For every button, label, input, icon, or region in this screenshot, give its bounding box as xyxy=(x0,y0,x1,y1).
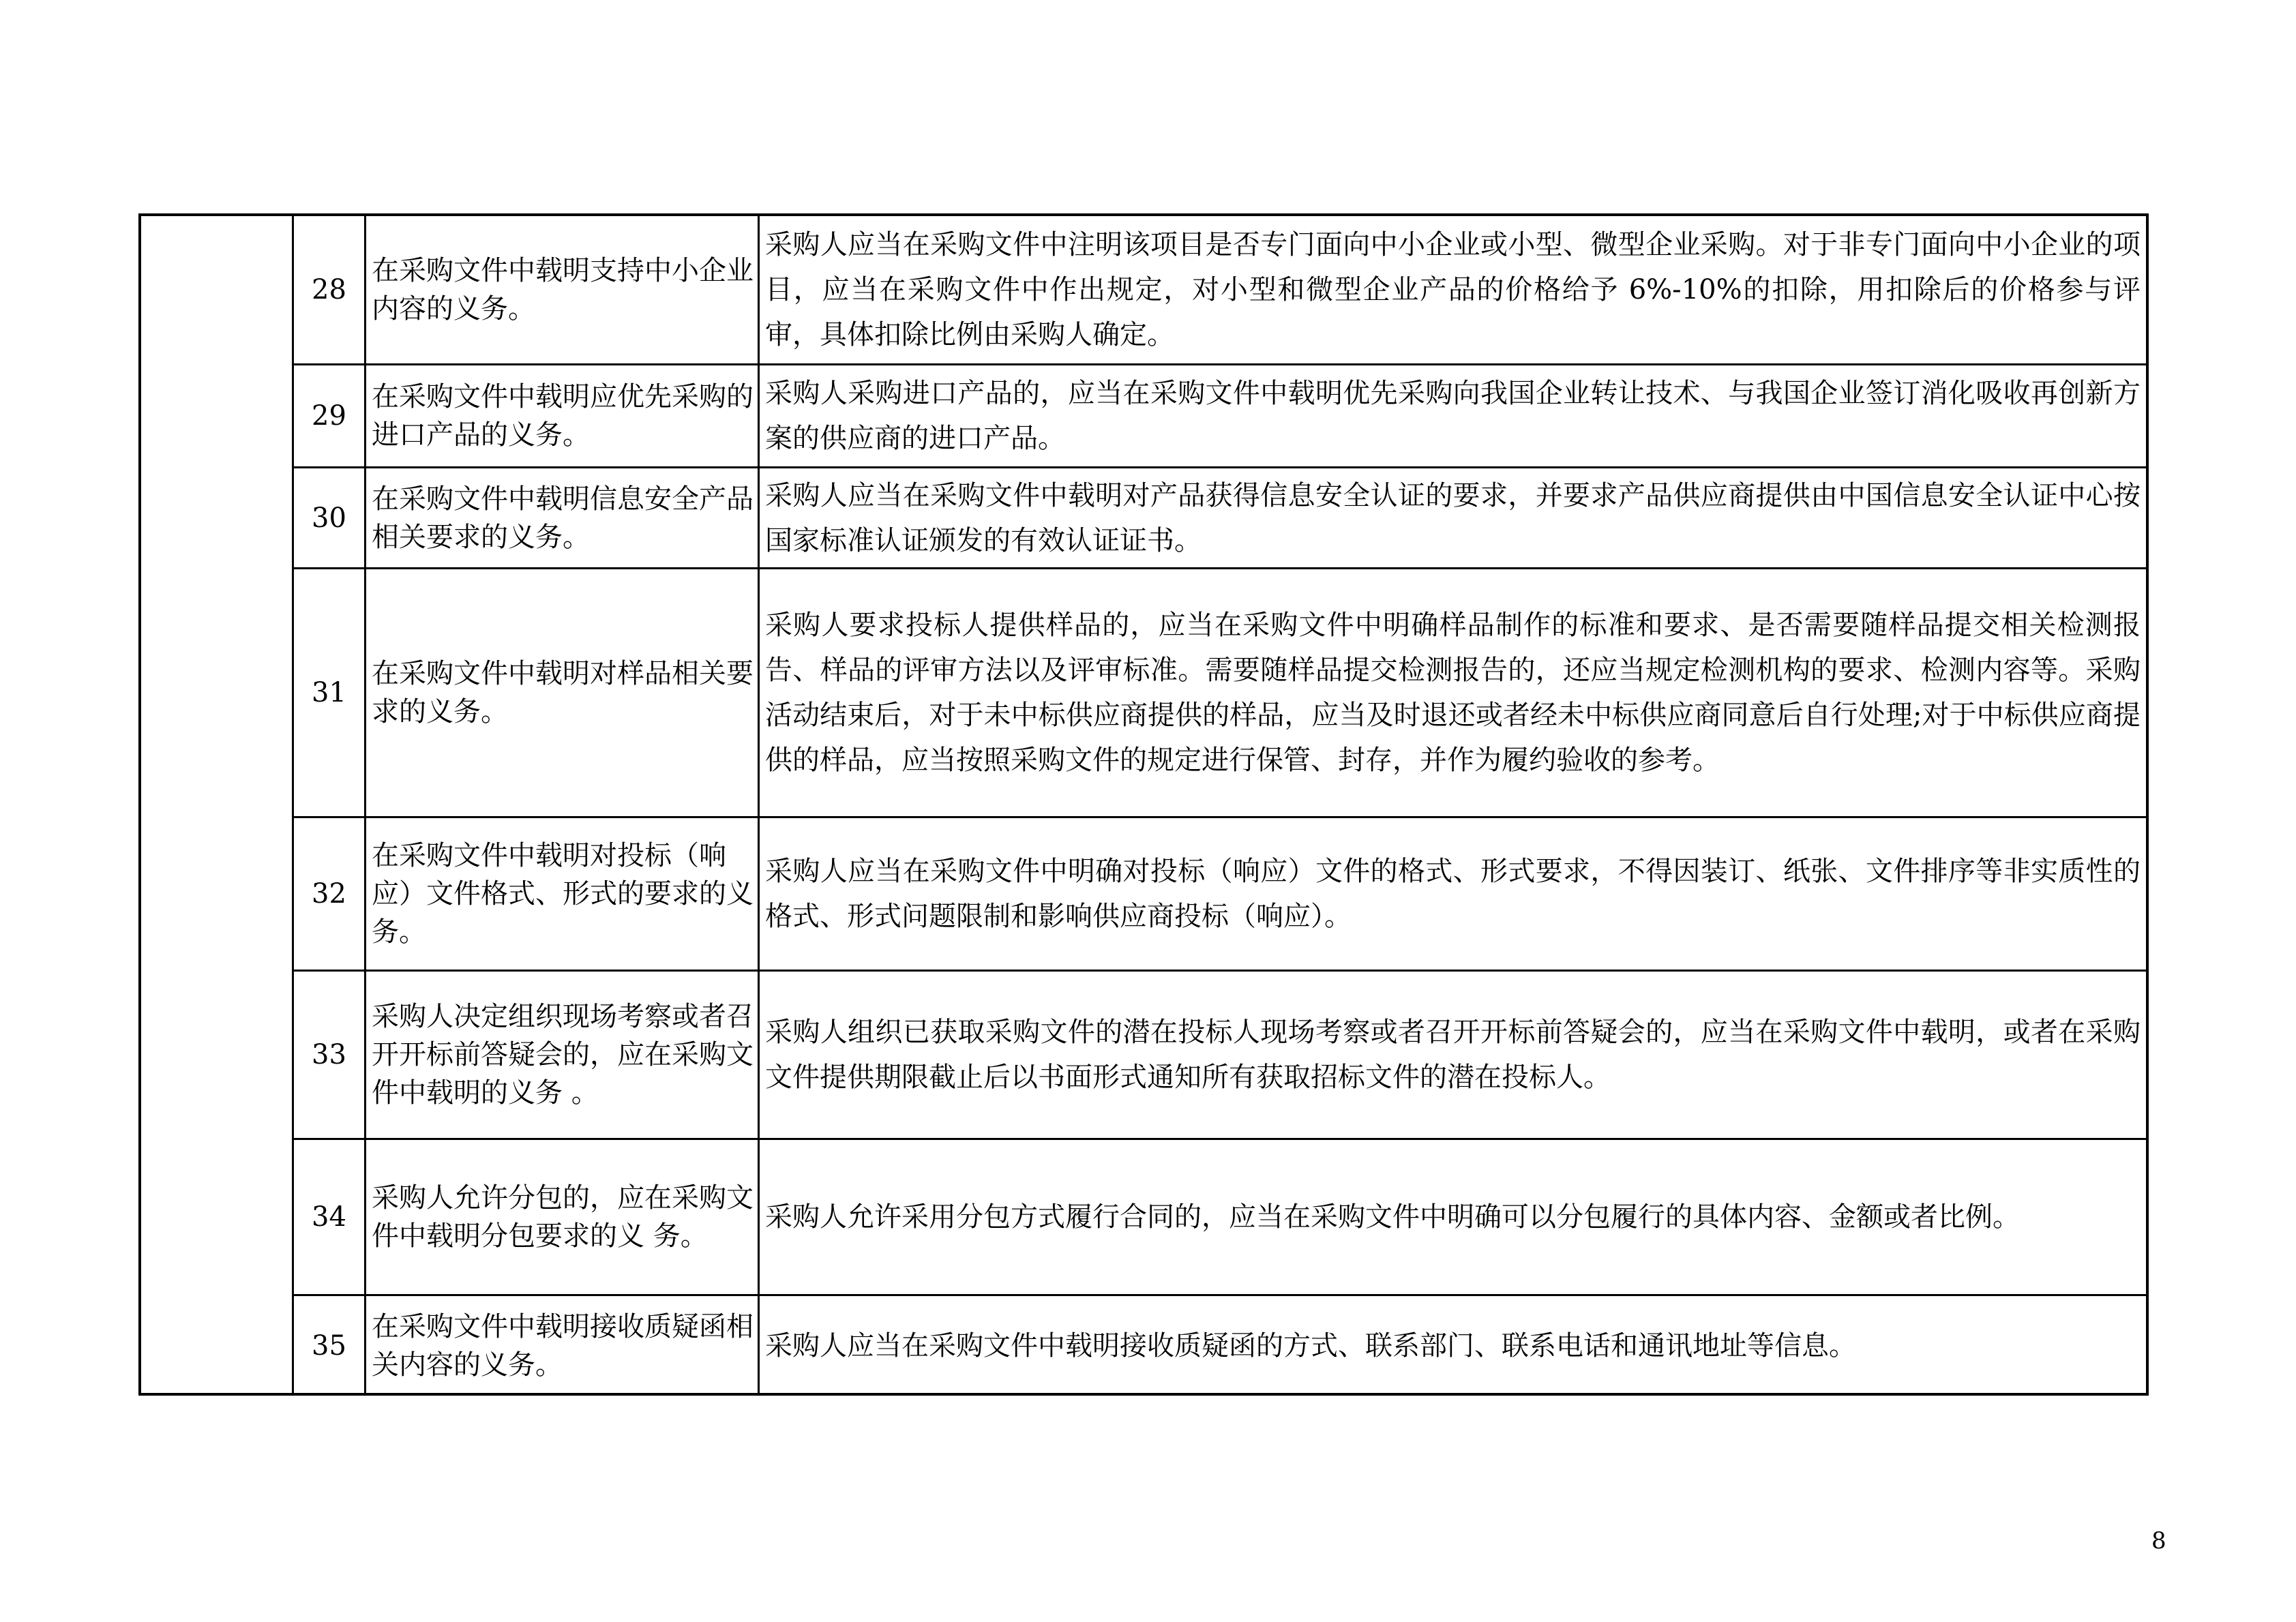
requirement-cell: 采购人采购进口产品的，应当在采购文件中载明优先采购向我国企业转让技术、与我国企业签订消化吸收再创新方案的供应商的进口产品。 xyxy=(765,378,2141,454)
row-number: 31 xyxy=(294,569,366,816)
table-row xyxy=(294,1140,2146,1296)
row-number: 35 xyxy=(294,1296,366,1396)
obligation-cell: 在采购文件中载明应优先采购的进口产品的义务。 xyxy=(366,365,760,466)
obligation-cell: 采购人决定组织现场考察或者召开开标前答疑会的，应在采购文件中载明的义务 。 xyxy=(366,972,760,1138)
table-row xyxy=(294,468,2146,569)
requirement-cell: 采购人允许采用分包方式履行合同的，应当在采购文件中明确可以分包履行的具体内容、金额或者比例。 xyxy=(765,1201,2020,1233)
row-number: 29 xyxy=(294,365,366,466)
table-row xyxy=(294,365,2146,468)
row-number: 32 xyxy=(294,818,366,970)
row-number: 33 xyxy=(294,972,366,1138)
row-number: 34 xyxy=(294,1140,366,1294)
row-number: 30 xyxy=(294,468,366,567)
table-row xyxy=(294,569,2146,818)
requirement-cell: 采购人应当在采购文件中载明对产品获得信息安全认证的要求，并要求产品供应商提供由中国信息安全认证中心按国家标准认证颁发的有效认证证书。 xyxy=(765,479,2141,556)
requirement-cell: 采购人组织已获取采购文件的潜在投标人现场考察或者召开开标前答疑会的，应当在采购文件中载明，或者在采购文件提供期限截止后以书面形式通知所有获取招标文件的潜在投标人。 xyxy=(765,1017,2141,1093)
obligation-cell: 在采购文件中载明对样品相关要求的义务。 xyxy=(366,569,760,816)
page-number: 8 xyxy=(2151,1527,2166,1555)
obligation-cell: 在采购文件中载明信息安全产品相关要求的义务。 xyxy=(366,468,760,567)
requirement-cell: 采购人要求投标人提供样品的，应当在采购文件中明确样品制作的标准和要求、是否需要随样品提交相关检测报告、样品的评审方法以及评审标准。需要随样品提交检测报告的，还应当规定检测机构的要求、检测内容等。采购活动结束后，对于未中标供应商提供的样品，应当及时退还或者经未中标供应商同意后自行处理;对于中标供应商提供的样品，应当按照采购文件的规定进行保管、封存，并作为履约验收的参考。 xyxy=(765,610,2141,776)
obligation-cell: 采购人允许分包的，应在采购文件中载明分包要求的义 务。 xyxy=(366,1140,760,1294)
obligation-cell: 在采购文件中载明支持中小企业内容的义务。 xyxy=(366,216,760,363)
obligation-cell: 在采购文件中载明接收质疑函相关内容的义务。 xyxy=(366,1296,760,1396)
category-column xyxy=(141,216,294,1393)
obligation-cell: 在采购文件中载明对投标（响应）文件格式、形式的要求的义务。 xyxy=(366,818,760,970)
row-number: 28 xyxy=(294,216,366,363)
requirement-cell: 采购人应当在采购文件中注明该项目是否专门面向中小企业或小型、微型企业采购。对于非专门面向中小企业的项目，应当在采购文件中作出规定，对小型和微型企业产品的价格给予 6%-10%的扣除，用扣除后的价格参与评审，具体扣除比例由采购人确定。 xyxy=(765,229,2141,350)
table-row xyxy=(294,1296,2146,1396)
table-row xyxy=(294,972,2146,1140)
table-row xyxy=(294,818,2146,972)
table-row xyxy=(294,216,2146,365)
requirement-cell: 采购人应当在采购文件中载明接收质疑函的方式、联系部门、联系电话和通讯地址等信息。 xyxy=(765,1330,1856,1362)
requirement-cell: 采购人应当在采购文件中明确对投标（响应）文件的格式、形式要求，不得因装订、纸张、文件排序等非实质性的格式、形式问题限制和影响供应商投标（响应）。 xyxy=(765,856,2141,932)
obligations-table xyxy=(138,213,2149,1396)
